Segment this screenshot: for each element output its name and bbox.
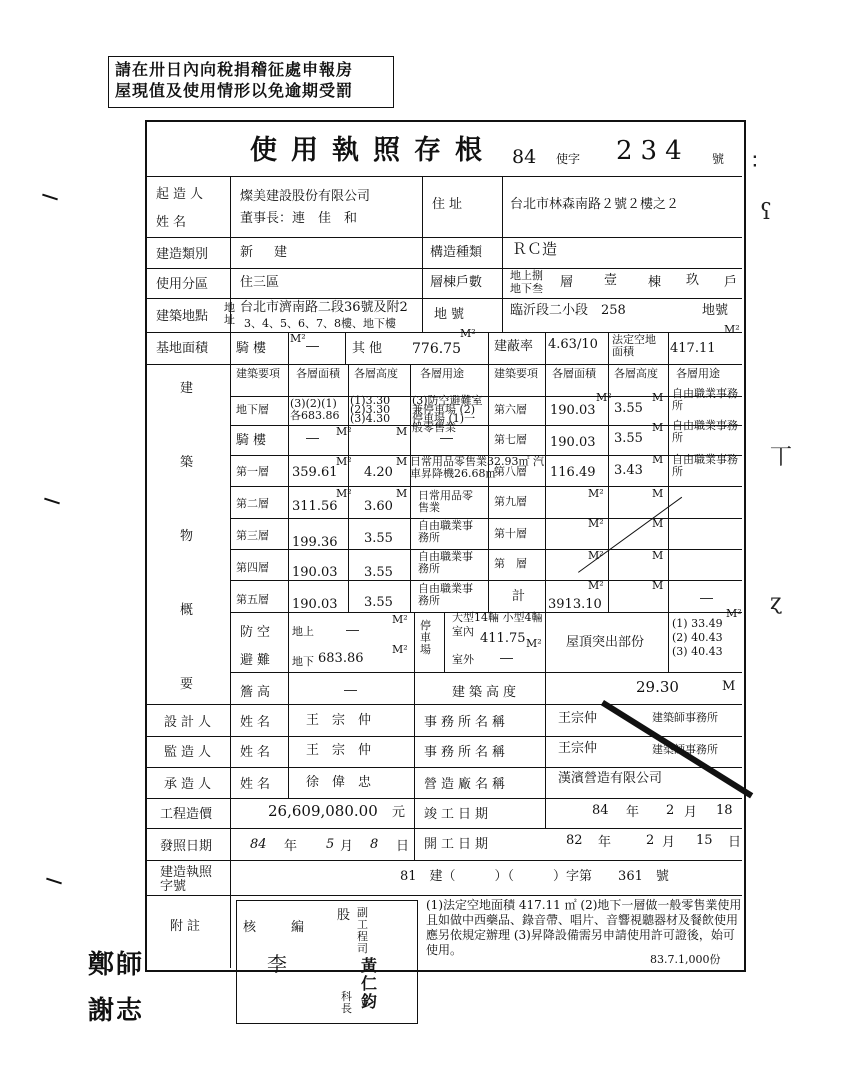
floor-area: ―	[306, 431, 319, 446]
floors-hu: 戶	[724, 275, 738, 290]
floor-area: 116.49	[550, 465, 596, 480]
type-label: 建造類別	[156, 247, 209, 262]
yue: 月	[340, 839, 354, 854]
coverage-value: 4.63/10	[548, 337, 598, 352]
unit-m2: M²	[460, 327, 476, 340]
ri: 日	[396, 839, 410, 854]
unit-m2: M²	[726, 607, 742, 620]
notice-line-1: 請在卅日內向稅捐稽征處申報房	[115, 60, 354, 79]
site-addr-prefix: 地址	[224, 301, 235, 326]
floor-use: 自由職業事務所	[672, 419, 738, 444]
floor-use: 自由職業事務所	[418, 550, 473, 575]
floor-name: 第七層	[494, 433, 527, 446]
floor-name: 第四層	[236, 561, 269, 574]
shelter-above-value: ―	[346, 623, 359, 638]
unit-m2: M²	[526, 637, 542, 650]
shelter-label: 避難	[240, 653, 275, 668]
unit-m: M	[652, 517, 664, 530]
shelter-above-label: 地上	[292, 625, 314, 638]
stamp-label-bian: 編	[291, 920, 305, 935]
builder-company: 燦美建設股份有限公司	[240, 189, 371, 204]
handwritten-stamp-2: 謝志	[88, 996, 145, 1026]
form-title: 使用執照存根	[250, 135, 496, 166]
landno-value: 臨沂段二小段 258	[510, 303, 626, 318]
header-item-2: 建築要項	[494, 367, 538, 380]
unit-m: M	[652, 487, 664, 500]
landno-label: 地號	[434, 307, 469, 322]
tax-notice-box	[108, 56, 394, 108]
floor-area: 359.61	[292, 465, 338, 480]
struct-label: 構造種類	[430, 245, 483, 260]
struct-value: ＲＣ造	[512, 240, 558, 258]
floor-name: 第九層	[494, 495, 527, 508]
parking-indoor-label: 室內	[452, 625, 474, 638]
margin-mark	[46, 878, 62, 885]
designer-name: 王 宗 仲	[306, 713, 372, 728]
supervisor-office: 王宗仲	[558, 741, 598, 756]
stamp-label-he: 核	[243, 920, 257, 935]
site-addr-line2: 3、4、5、6、7、8樓、地下樓	[244, 317, 396, 330]
contractor-label: 承造人	[164, 777, 216, 792]
unit-m: M	[396, 487, 408, 500]
zone-value: 住三區	[240, 275, 280, 290]
building-side-label: 概	[180, 603, 194, 618]
zone-label: 使用分區	[156, 277, 209, 292]
floor-height: 4.20	[364, 465, 393, 480]
permit-number: 234	[616, 136, 690, 166]
roof-value: (3) 40.43	[672, 645, 723, 658]
finish-label: 竣工日期	[424, 807, 493, 822]
floor-name: 地下層	[236, 403, 269, 416]
floors-above: 地上捌	[510, 269, 543, 282]
unit-m2: M²	[596, 391, 612, 404]
form-footer: 83.7.1,000份	[650, 953, 721, 966]
openspace-value: 417.11	[670, 341, 716, 356]
header-height-2: 各層高度	[614, 367, 658, 380]
header-use: 各層用途	[420, 367, 464, 380]
floor-height: 3.55	[614, 431, 643, 446]
permit-value: 81 建（ ）（ ）字第 361 號	[400, 869, 669, 884]
unit-m: M	[652, 579, 664, 592]
unit-m2: M²	[588, 517, 604, 530]
floor-use: 自由職業事務所	[418, 519, 473, 544]
floor-area: 190.03	[292, 597, 338, 612]
floor-name: 第 層	[494, 557, 527, 570]
address-label: 住址	[432, 197, 467, 212]
unit-m: M	[652, 453, 664, 466]
basearea-label: 基地面積	[156, 341, 209, 356]
unit-m2: M²	[588, 579, 604, 592]
remarks-text: (1)法定空地面積 417.11 ㎡ (2)地下一層做一般零售業使用且如做中西藥品、錄音帶、唱片、音響視聽器材及餐飲使用應另依規定辦理 (3)昇降設備需另申請使用許可證後，始可使用。	[426, 898, 742, 957]
contractor-name: 徐 偉 忠	[306, 775, 372, 790]
floor-name: 第二層	[236, 497, 269, 510]
floor-use: 自由職業事務所	[418, 582, 473, 607]
floor-use: 自由職業事務所	[672, 387, 738, 412]
floor-area: 199.36	[292, 535, 338, 550]
name-label: 姓名	[240, 745, 275, 760]
unit-m: M	[396, 425, 408, 438]
openspace-label: 法定空地面積	[612, 333, 656, 358]
unit-m: M	[652, 549, 664, 562]
permit-label-2: 字號	[160, 879, 187, 894]
cost-label: 工程造價	[160, 807, 213, 822]
permit-zi: 使字	[556, 152, 581, 166]
supervisor-office-suffix: 建築師事務所	[652, 743, 718, 756]
shelter-below-value: 683.86	[318, 651, 364, 666]
header-height: 各層高度	[354, 367, 398, 380]
building-side-label: 築	[180, 455, 194, 470]
arcade-label: 騎樓	[236, 341, 271, 356]
floor-name: 第十層	[494, 527, 527, 540]
coverage-label: 建蔽率	[494, 339, 534, 354]
building-side-label: 要	[180, 677, 194, 692]
roof-label: 屋頂突出部份	[566, 635, 645, 650]
roof-value: (1) 33.49	[672, 617, 723, 630]
floor-use: 自由職業事務所	[672, 453, 738, 478]
start-year: 82	[566, 833, 583, 848]
unit-m: M	[652, 391, 664, 404]
parking-outdoor-value: ―	[500, 651, 513, 666]
contractor-firm: 漢濱營造有限公司	[558, 771, 663, 786]
unit-m2: M²	[392, 613, 408, 626]
permit-hao: 號	[712, 152, 725, 166]
floor-area: 3913.10	[548, 597, 602, 612]
unit-m: M	[396, 455, 408, 468]
floor-name: 第六層	[494, 403, 527, 416]
builder-person: 董事長：連 佳 和	[240, 211, 358, 226]
floors-dong: 棟	[648, 275, 662, 290]
building-side-label: 物	[180, 529, 194, 544]
bheight-value: 29.30	[636, 678, 679, 696]
floor-name: 第五層	[236, 593, 269, 606]
stamp-label-kezhang: 科長	[341, 990, 352, 1015]
chief-title: 副工程司	[357, 906, 368, 955]
designer-label: 設計人	[164, 715, 216, 730]
header-item: 建築要項	[236, 367, 280, 380]
finish-day: 18	[716, 803, 733, 818]
designer-office: 王宗仲	[558, 711, 598, 726]
issue-year: 84	[250, 837, 267, 852]
floor-area: 190.03	[550, 403, 596, 418]
ri: 日	[728, 835, 742, 850]
firm-label: 營造廠名稱	[424, 777, 510, 792]
nian: 年	[626, 805, 640, 820]
floors-below: 地下叁	[510, 282, 543, 295]
other-value: 776.75	[412, 341, 461, 357]
floor-height: 3.55	[614, 401, 643, 416]
supervisor-label: 監造人	[164, 745, 216, 760]
start-day: 15	[696, 833, 713, 848]
start-label: 開工日期	[424, 837, 493, 852]
margin-mark	[42, 194, 58, 201]
address-value: 台北市林森南路２號２樓之２	[510, 197, 680, 212]
other-label: 其他	[352, 341, 387, 356]
notice-line-2: 屋現值及使用情形以免逾期受罰	[115, 81, 354, 100]
builder-name-label: 姓名	[156, 215, 191, 230]
header-area-2: 各層面積	[552, 367, 596, 380]
supervisor-name: 王 宗 仲	[306, 743, 372, 758]
unit-m: M	[722, 679, 736, 694]
floor-use: ―	[700, 591, 713, 606]
unit-m2: M²	[290, 332, 306, 345]
chief-name: 黃仁鈞	[361, 956, 378, 1011]
site-addr-line1: 台北市濟南路二段36號及附2	[240, 300, 408, 315]
builder-label: 起造人	[156, 187, 208, 202]
bleed-mark: ∶	[752, 150, 758, 175]
parking-outdoor-label: 室外	[452, 653, 474, 666]
cost-value: 26,609,080.00	[268, 802, 378, 820]
margin-mark	[44, 498, 60, 505]
building-side-label: 建	[180, 381, 194, 396]
floor-height: 3.43	[614, 463, 643, 478]
nian: 年	[598, 835, 612, 850]
unit-m2: M²	[588, 487, 604, 500]
floor-name: 計	[512, 589, 526, 604]
permit-year: 84	[512, 146, 537, 168]
type-value: 新 建	[240, 245, 292, 260]
floor-height: 3.60	[364, 499, 393, 514]
site-label: 建築地點	[156, 309, 209, 324]
approval-stamp-box	[236, 900, 418, 1024]
stamp-label-gu: 股	[337, 908, 351, 923]
floor-use: (3)防空避難室兼停車場 (2)停車場 (1)一般零售業	[412, 394, 483, 434]
signer-name: 李	[267, 952, 287, 976]
permit-label: 建造執照	[160, 865, 213, 880]
parking-label: 停車場	[420, 619, 431, 656]
yue: 月	[662, 835, 676, 850]
unit-m2: M²	[392, 643, 408, 656]
floor-name: 騎樓	[236, 433, 271, 448]
floor-use: 日常用品零售業32.93㎡ 汽車昇降機26.68㎡	[410, 455, 544, 480]
bleed-mark: ʕ	[760, 200, 772, 225]
office-label: 事務所名稱	[424, 715, 510, 730]
shelter-below-label: 地下	[292, 655, 314, 668]
issue-label: 發照日期	[160, 839, 213, 854]
bheight-label: 建築高度	[452, 685, 521, 700]
floor-height: 3.55	[364, 531, 393, 546]
floors-ceng: 層	[560, 275, 574, 290]
unit-m2: M²	[588, 549, 604, 562]
floor-area: 311.56	[292, 499, 338, 514]
office-label: 事務所名稱	[424, 745, 510, 760]
finish-year: 84	[592, 803, 609, 818]
start-month: 2	[646, 833, 655, 848]
header-use-2: 各層用途	[676, 367, 720, 380]
floor-name: 第三層	[236, 529, 269, 542]
floor-area: 190.03	[292, 565, 338, 580]
floors-label: 層棟戶數	[430, 275, 483, 290]
floor-height: 3.55	[364, 565, 393, 580]
unit-m2: M²	[336, 487, 352, 500]
unit-m: M	[652, 421, 664, 434]
issue-day: 8	[370, 837, 379, 852]
roof-value: (2) 40.43	[672, 631, 723, 644]
eave-value: ―	[344, 683, 357, 698]
nian: 年	[284, 839, 298, 854]
floor-name: 第一層	[236, 465, 269, 478]
floor-area: 190.03	[550, 435, 596, 450]
designer-office-suffix: 建築師事務所	[652, 711, 718, 724]
handwritten-stamp: 鄭師	[88, 950, 145, 980]
cost-unit: 元	[392, 805, 406, 820]
name-label: 姓名	[240, 777, 275, 792]
issue-month: 5	[326, 837, 335, 852]
floor-area: (3)(2)(1)各683.86	[290, 397, 340, 422]
unit-m2: M²	[724, 323, 740, 336]
floor-name: 第八層	[494, 465, 527, 478]
eave-label: 簷高	[240, 685, 275, 700]
finish-month: 2	[666, 803, 675, 818]
remarks-label: 附註	[170, 919, 205, 934]
shelter-label: 防空	[240, 625, 275, 640]
unit-m2: M²	[336, 455, 352, 468]
floor-height: 3.55	[364, 595, 393, 610]
unit-m2: M²	[336, 425, 352, 438]
landno-suffix: 地號	[702, 303, 729, 318]
bleed-mark: ɀ	[770, 590, 782, 615]
parking-indoor-note: 大型14輛 小型4輛	[452, 611, 543, 624]
bleed-mark: 丅	[770, 445, 793, 470]
floor-use: ―	[440, 431, 453, 446]
floor-use: 日常用品零售業	[418, 489, 473, 514]
yue: 月	[684, 805, 698, 820]
header-area: 各層面積	[296, 367, 340, 380]
name-label: 姓名	[240, 715, 275, 730]
parking-indoor-value: 411.75	[480, 631, 526, 646]
floors-hu-count: 玖	[686, 273, 700, 288]
floors-dong-count: 壹	[604, 273, 618, 288]
floor-height: (1)3.30 (2)3.30 (3)4.30	[350, 394, 391, 425]
arcade-value: ―	[306, 339, 319, 354]
